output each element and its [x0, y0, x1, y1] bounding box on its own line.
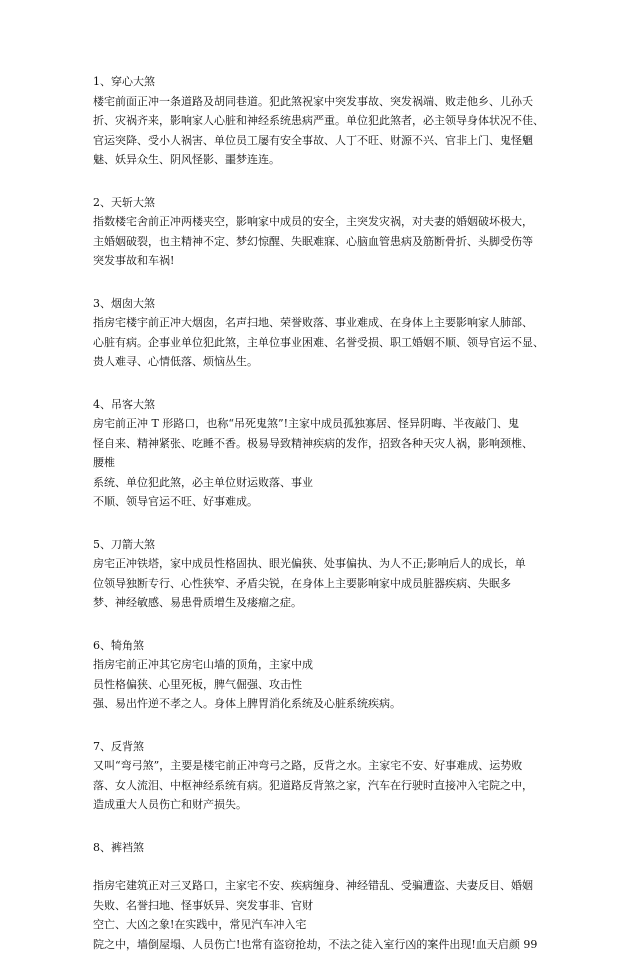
- section: [93, 193, 541, 271]
- body-line: 突发事故和车祸!: [93, 254, 175, 267]
- body-line: 院之中，墙倒屋塌、人员伤亡!也常有盗窃抢劫，不法之徒入室行凶的案件出现!血天启颜 99: [93, 937, 538, 951]
- body-line: 指房宅建筑正对三叉路口，主家宅不安、疾病缠身、神经错乱、受骗遭盗、夫妻反目、婚姻: [93, 879, 533, 892]
- body-line: 房宅正冲铁塔，家中成员性格固执、眼光偏狭、处事偏执、为人不正;影响后人的成长，单: [93, 557, 526, 570]
- body-line: 怪自来、精神紧张、吃睡不香。极易导致精神疾病的发作，招致各种天灾人祸，影响颈椎、: [93, 436, 533, 450]
- body-line: 魅、妖异众生、阴风怪影、噩梦连连。: [93, 153, 280, 166]
- section: [93, 72, 544, 170]
- body-line: 楼宅前面正冲一条道路及胡同巷道。犯此煞祝家中突发事故、突发祸端、败走他乡、儿孙夭: [93, 94, 533, 108]
- section: [93, 838, 541, 955]
- body-line: 心脏有病。企事业单位犯此煞，主单位事业困难、名誉受损、职工婚姻不顺、领导官运不显、: [93, 335, 544, 349]
- body-line: 落、女人流泪、中枢神经系统有病。犯道路反背煞之家，汽车在行驶时直接冲入宅院之中，: [93, 778, 533, 792]
- body-line: 空亡、大凶之象!在实践中，常见汽车冲入宅: [93, 918, 307, 931]
- section-heading: 7、反背煞: [93, 739, 144, 753]
- body-line: 指房宅前正冲其它房宅山墙的顶角，主家中成: [93, 658, 313, 671]
- body-line: 主婚姻破裂，也主精神不定、梦幻惊醒、失眠难寐、心脑血管患病及筋断骨折、头脚受伤等: [93, 234, 533, 248]
- section-heading: 8、裤裆煞: [93, 840, 144, 854]
- body-line: 失败、名誉扫地、怪事妖异、突发事非、官财: [93, 898, 313, 912]
- body-line: 强、易出忤逆不孝之人。身体上脾胃消化系统及心脏系统疾病。: [93, 697, 401, 710]
- body-line: 贵人难寻、心情低落、烦恼丛生。: [93, 355, 258, 368]
- section: [93, 395, 541, 512]
- body-line: 房宅前正冲 T 形路口，也称“吊死鬼煞”!主家中成员孤独寡居、怪异阴晦、半夜敲门、鬼: [93, 417, 519, 430]
- body-line: 系统、单位犯此煞，必主单位财运败落、事业: [93, 475, 313, 489]
- blank-line: [93, 857, 541, 876]
- body-line: 指房宅楼宇前正冲大烟囱，名声扫地、荣誉败落、事业难成、在身体上主要影响家人肺部、: [93, 316, 533, 329]
- section-heading: 6、犄角煞: [93, 638, 144, 652]
- body-line: 位领导独断专行、心性狭窄、矛盾尖锐，在身体上主要影响家中成员脏器疾病、失眠多: [93, 576, 511, 590]
- section: [93, 636, 541, 714]
- section-heading: 2、天斩大煞: [93, 195, 155, 209]
- section-heading: 5、刀箭大煞: [93, 537, 155, 551]
- body-line: 指数楼宅舍前正冲两楼夹空，影响家中成员的安全，主突发灾祸，对夫妻的婚姻破坏极大，: [93, 215, 533, 228]
- body-line: 腰椎: [93, 456, 115, 469]
- section: [93, 535, 541, 613]
- body-line: 不顺、领导官运不旺、好事难成。: [93, 495, 258, 508]
- section: [93, 294, 544, 372]
- body-line: 官运突降、受小人祸害、单位员工屡有安全事故、人丁不旺、财源不兴、官非上门、鬼怪魍: [93, 133, 533, 147]
- section: [93, 737, 541, 815]
- body-line: 造成重大人员伤亡和财产损失。: [93, 798, 247, 811]
- section-heading: 3、烟囱大煞: [93, 296, 155, 310]
- section-heading: 4、吊客大煞: [93, 397, 155, 411]
- body-line: 又叫“弯弓煞”，主要是楼宅前正冲弯弓之路，反背之水。主家宅不安、好事难成、运势败: [93, 759, 523, 772]
- body-line: 折、灾祸齐来，影响家人心脏和神经系统患病严重。单位犯此煞者，必主领导身体状况不佳、: [93, 114, 544, 127]
- body-line: 梦、神经敏感、易患骨质增生及瘘瘤之症。: [93, 596, 302, 609]
- section-heading: 1、穿心大煞: [93, 75, 155, 88]
- document-page: [93, 72, 544, 977]
- body-line: 员性格偏狭、心里死板，脾气倔强、攻击性: [93, 677, 302, 691]
